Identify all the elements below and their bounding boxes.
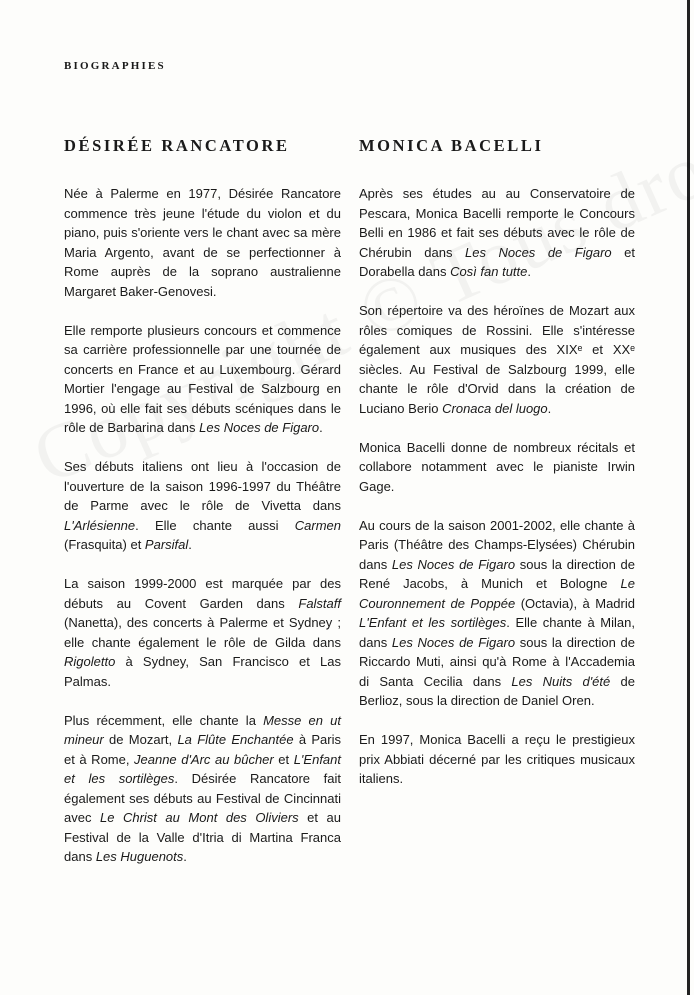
work-title: Cronaca del luogo <box>442 400 548 416</box>
section-label: BIOGRAPHIES <box>64 60 166 72</box>
work-title: L'Enfant et les sortilèges <box>64 751 341 786</box>
work-title: Carmen <box>294 517 341 533</box>
text-run: à Sydney, San Francisco et Las Palmas. <box>64 654 341 689</box>
text-run: (Nanetta), des concerts à Palerme et Sydney ; elle chante également le rôle de Gilda dans <box>64 615 341 650</box>
work-title: Parsifal <box>144 537 189 552</box>
biography-paragraph <box>359 184 635 282</box>
biography-title-left: DÉSIRÉE RANCATORE <box>64 136 290 155</box>
text-run: Plus récemment, elle chante la <box>64 712 264 728</box>
text-run: Elle remporte plusieurs concours et commence sa carrière professionnelle par une tournée de concerts en France et au Luxembourg. Gérard Mortier l'engage au Festival de Salzbourg en 1996, où elle fait ses débuts scéniques dans le rôle de Barbarina dans <box>64 322 341 435</box>
text-run: (Frasquita) et <box>64 537 145 552</box>
biography-column-right <box>359 136 635 808</box>
work-title: Les Nuits d'été <box>511 673 611 689</box>
biography-paragraph <box>359 730 635 789</box>
work-title: Rigoletto <box>64 654 116 669</box>
text-run: Son répertoire va des héroïnes de Mozart aux rôles comiques de Rossini. Elle s'intéresse également aux musiques des XIXᵉ et XXᵉ siècles. Au Festival de Salzbourg 1999, elle chante le rôle d'Orvid dans la création de Luciano Berio <box>359 303 635 416</box>
biography-paragraph <box>359 438 635 497</box>
text-run: . <box>527 264 532 279</box>
text-run: En 1997, Monica Bacelli a reçu le prestigieux prix Abbiati décerné par les critiques musicaux italiens. <box>359 732 635 786</box>
text-run: sous la direction de Riccardo Muti, ainsi qu'à Rome à l'Accademia di Santa Cecilia dans <box>359 634 636 689</box>
work-title: L'Enfant et les sortilèges <box>359 615 507 630</box>
work-title: Le Couronnement de Poppée <box>359 576 635 611</box>
biography-body-left <box>64 184 341 867</box>
work-title: L'Arlésienne <box>64 517 136 533</box>
text-run: de Berlioz, sous la direction de Daniel Oren. <box>359 673 635 708</box>
work-title: La Flûte Enchantée <box>177 732 294 747</box>
text-run: Ses débuts italiens ont lieu à l'occasion de l'ouverture de la saison 1996-1997 du Théâtre de Parme avec le rôle de Vivetta dans <box>64 459 341 513</box>
text-run: Au cours de la saison 2001-2002, elle chante à Paris (Théâtre des Champs-Elysées) Chérubin dans <box>359 517 635 572</box>
work-title: Les Noces de Figaro <box>199 420 320 435</box>
biography-column-left <box>64 136 341 886</box>
text-run: (Octavia), à Madrid <box>515 595 635 611</box>
text-run: . <box>188 537 192 552</box>
text-run: Née à Palerme en 1977, Désirée Rancatore commence très jeune l'étude du violon et du piano, puis s'oriente vers le chant avec sa mère Maria Argento, avant de se perfectionner à Rome auprès de la soprano australienne Margaret Baker-Genovesi. <box>64 186 341 299</box>
text-run: et <box>273 751 294 767</box>
work-title: Les Noces de Figaro <box>391 556 516 572</box>
work-title: Les Noces de Figaro <box>391 634 516 650</box>
text-run: . <box>183 849 187 864</box>
biography-paragraph <box>64 321 341 438</box>
work-title: Falstaff <box>298 595 341 611</box>
text-run: Monica Bacelli donne de nombreux récitals et collabore notamment avec le pianiste Irwin Gage. <box>359 439 635 494</box>
work-title: Les Noces de Figaro <box>464 244 612 260</box>
text-run: à Paris et à Rome, <box>64 732 342 767</box>
text-run: sous la direction de René Jacobs, à Munich et Bologne <box>359 556 636 591</box>
biography-paragraph <box>64 711 341 867</box>
text-run: La saison 1999-2000 est marquée par des débuts au Covent Garden dans <box>64 576 341 611</box>
work-title: Messe en ut mineur <box>64 712 341 747</box>
text-run: Après ses études au au Conservatoire de Pescara, Monica Bacelli remporte le Concours Belli en 1986 et fait ses débuts avec le rôle de Chérubin dans <box>359 186 635 260</box>
text-run: et Dorabella dans <box>359 244 635 279</box>
biography-paragraph <box>359 301 635 418</box>
biography-title-right: MONICA BACELLI <box>359 136 544 155</box>
biography-paragraph <box>359 516 635 711</box>
text-run: . Désirée Rancatore fait également ses débuts au Festival de Cincinnati avec <box>64 771 341 825</box>
text-run: . Elle chante aussi <box>135 517 295 533</box>
text-run: et au Festival de la Valle d'Itria di Martina Franca dans <box>64 810 341 864</box>
text-run: . <box>319 420 323 435</box>
text-run: . Elle chante à Milan, dans <box>359 615 635 650</box>
biography-body-right <box>359 184 635 789</box>
work-title: Jeanne d'Arc au bûcher <box>134 751 274 767</box>
biography-paragraph <box>64 457 341 555</box>
work-title: Le Christ au Mont des Oliviers <box>99 810 299 825</box>
text-run: de Mozart, <box>103 732 178 747</box>
work-title: Les Huguenots <box>95 849 184 864</box>
biography-paragraph <box>64 184 341 301</box>
text-run: . <box>547 400 552 416</box>
biography-paragraph <box>64 574 341 691</box>
work-title: Così fan tutte <box>450 264 528 279</box>
